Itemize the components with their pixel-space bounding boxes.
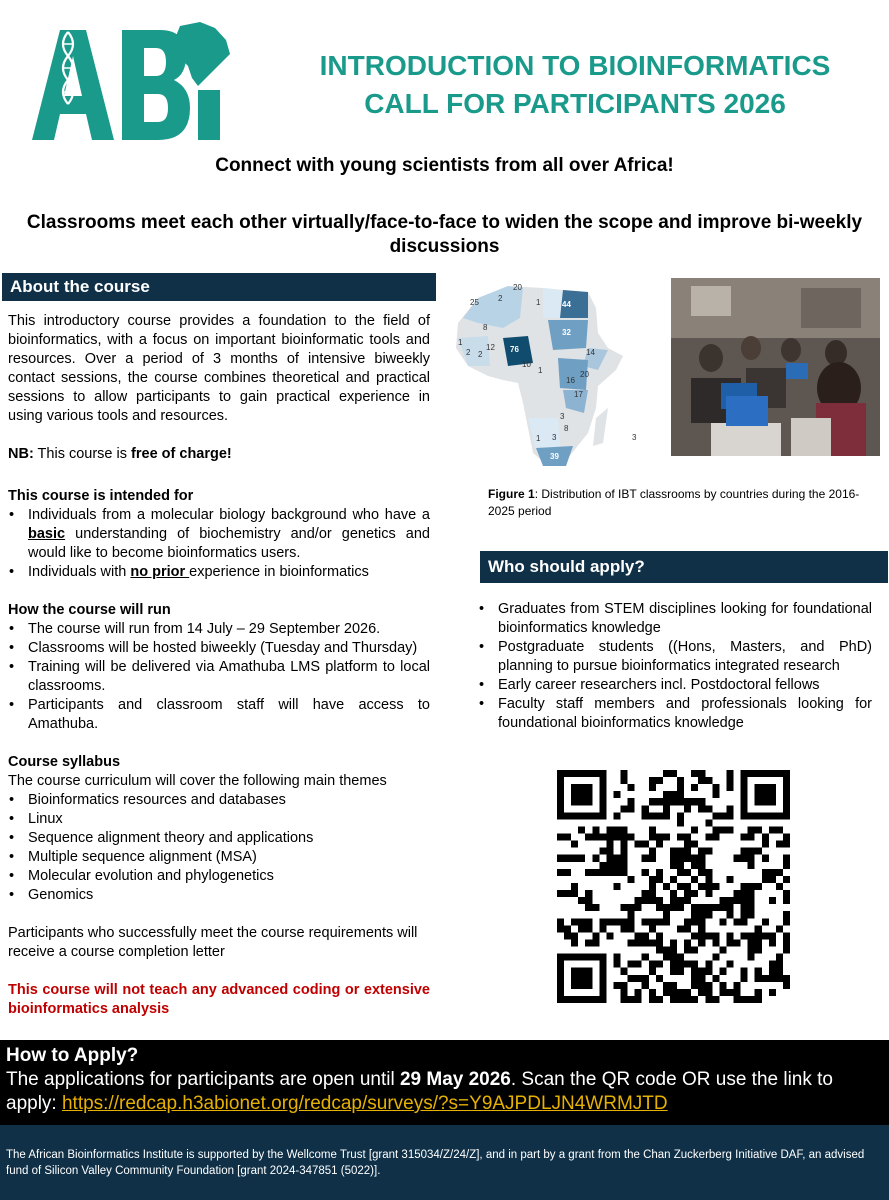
nb-label: NB:: [8, 446, 34, 462]
syllabus-heading: Course syllabus: [8, 754, 121, 770]
list-item: • Individuals from a molecular biology background who have a basic understanding of biochemistry and/or genetics and would like to become bioinformatics users.: [28, 506, 430, 563]
apply-deadline: 29 May 2026: [399, 1069, 511, 1090]
map-label: 20: [580, 370, 589, 379]
header-title-line2: CALL FOR PARTICIPANTS 2026: [364, 88, 786, 119]
about-heading: About the course: [2, 273, 436, 301]
list-item: • Postgraduate students ((Hons, Masters, and PhD) planning to pursue bioinformatics integrated research: [498, 638, 872, 676]
qr-code[interactable]: [557, 770, 790, 1003]
run-list: [8, 620, 430, 734]
who-heading: Who should apply?: [480, 551, 888, 583]
figure-caption: [488, 486, 878, 520]
list-item: • Genomics: [28, 886, 430, 905]
map-label: 10: [522, 360, 531, 369]
map-label: 20: [513, 283, 522, 292]
list-item: • Linux: [28, 810, 430, 829]
tagline-2: Classrooms meet each other virtually/face-to-face to widen the scope and improve bi-weekly discussions: [26, 212, 863, 257]
apply-section: [0, 1040, 889, 1125]
list-item: • Training will be delivered via Amathuba LMS platform to local classrooms.: [28, 658, 430, 696]
africa-map: [448, 278, 648, 473]
list-item: • Sequence alignment theory and applications: [28, 829, 430, 848]
map-label: 3: [632, 433, 637, 442]
who-list-container: [478, 600, 872, 733]
map-label: 32: [562, 328, 571, 337]
nb-note: [8, 445, 430, 464]
apply-heading: How to Apply?: [6, 1045, 139, 1066]
list-item: • Bioinformatics resources and databases: [28, 791, 430, 810]
header-title-line1: INTRODUCTION TO BIOINFORMATICS: [319, 50, 831, 81]
apply-link[interactable]: https://redcap.h3abionet.org/redcap/surveys/?s=Y9AJPDLJN4WRMJTD: [61, 1093, 668, 1114]
map-label: 16: [566, 376, 575, 385]
map-label: 3: [552, 433, 557, 442]
map-label: 12: [486, 343, 495, 352]
run-heading: How the course will run: [8, 602, 171, 618]
warning-note: This course will not teach any advanced coding or extensive bioinformatics analysis: [8, 982, 430, 1017]
map-label: 1: [536, 434, 541, 443]
list-item: • Participants and classroom staff will have access to Amathuba.: [28, 696, 430, 734]
list-item: • Classrooms will be hosted biweekly (Tuesday and Thursday): [28, 639, 430, 658]
map-label: 17: [574, 390, 583, 399]
completion-note: Participants who successfully meet the course requirements will receive a course completion letter: [8, 925, 418, 960]
figure-caption-label: Figure 1: [488, 487, 535, 501]
map-label: 76: [510, 345, 519, 354]
footer: [0, 1125, 889, 1200]
nb-text: This course is: [33, 446, 132, 462]
list-item: • Graduates from STEM disciplines looking for foundational bioinformatics knowledge: [498, 600, 872, 638]
map-label: 39: [550, 452, 559, 461]
intended-heading: This course is intended for: [8, 488, 194, 504]
map-label: 1: [538, 366, 543, 375]
figure-caption-text: : Distribution of IBT classrooms by countries during the 2016-2025 period: [488, 487, 860, 518]
syllabus-list: [8, 791, 430, 905]
map-label: 8: [564, 424, 569, 433]
map-label: 25: [470, 298, 479, 307]
map-label: 2: [466, 348, 471, 357]
list-item: • The course will run from 14 July – 29 September 2026.: [28, 620, 430, 639]
left-column: [8, 312, 430, 1019]
apply-text-b: . Scan the QR code OR use the link to apply:: [6, 1069, 833, 1114]
list-item: • Early career researchers incl. Postdoctoral fellows: [498, 676, 872, 695]
classroom-photo: [671, 278, 880, 456]
map-label: 8: [483, 323, 488, 332]
footer-text: The African Bioinformatics Institute is supported by the Wellcome Trust [grant 315034/Z/24/Z], and in part by a grant from the Chan Zuckerberg Initiative DAF, an advised fund of Silicon Valley Community Foundation [grant 2024-347851 (5022)].: [6, 1149, 865, 1177]
map-label: 1: [536, 298, 541, 307]
map-label: 2: [498, 294, 503, 303]
about-paragraph: This introductory course provides a foundation to the field of bioinformatics, with a focus on important bioinformatic tools and resources. Over a period of 3 months of intensive biweekly contact sessions, the course combines theoretical and practical sessions to allow participants to gain practical experience in using various tools and resources.: [8, 313, 430, 424]
abi-logo: [30, 18, 235, 143]
map-label: 44: [562, 300, 571, 309]
tagline-1: Connect with young scientists from all over Africa!: [215, 155, 674, 176]
map-label: 3: [560, 412, 565, 421]
map-label: 14: [586, 348, 595, 357]
who-list: [478, 600, 872, 733]
syllabus-intro: The course curriculum will cover the following main themes: [8, 773, 387, 789]
map-label: 1: [458, 338, 463, 347]
nb-bold: free of charge!: [131, 446, 232, 462]
apply-text-a: The applications for participants are open until: [6, 1069, 400, 1090]
intended-list: [8, 506, 430, 582]
list-item: • Faculty staff members and professionals looking for foundational bioinformatics knowledge: [498, 695, 872, 733]
list-item: • Multiple sequence alignment (MSA): [28, 848, 430, 867]
list-item: • Molecular evolution and phylogenetics: [28, 867, 430, 886]
list-item: • Individuals with no prior experience in bioinformatics: [28, 563, 430, 582]
apply-text: [6, 1068, 883, 1116]
map-label: 2: [478, 350, 483, 359]
